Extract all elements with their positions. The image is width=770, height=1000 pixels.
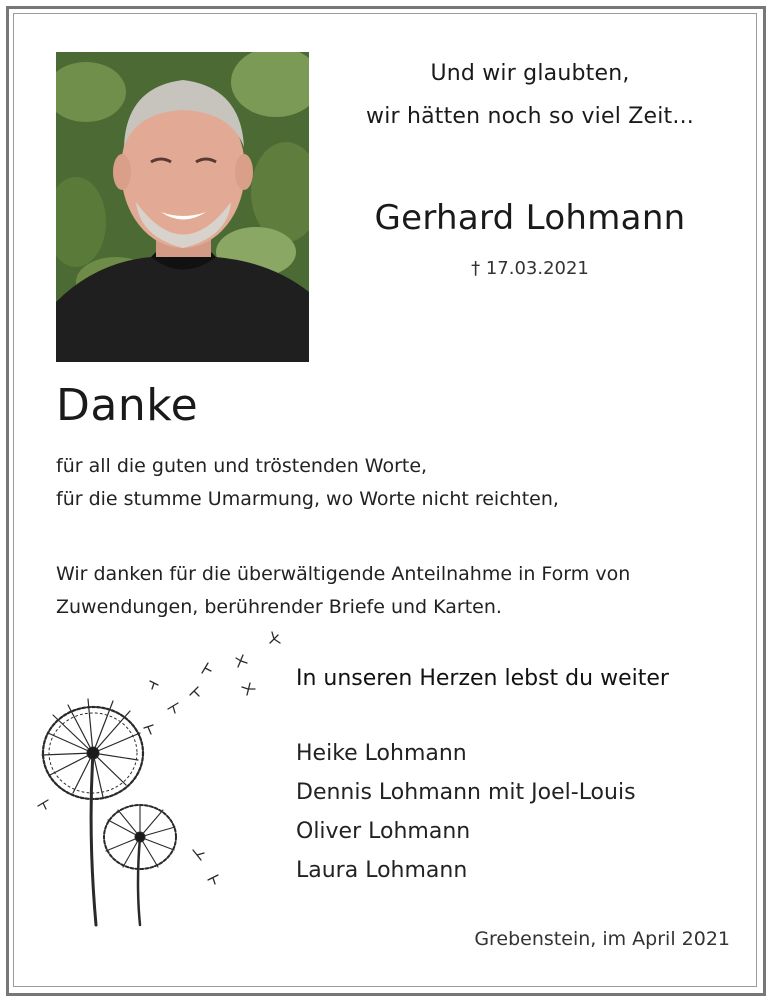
portrait-photo [56, 52, 309, 362]
memorial-motto: In unseren Herzen lebst du weiter [296, 666, 669, 691]
deceased-name: Gerhard Lohmann [374, 198, 686, 238]
family-member: Oliver Lohmann [296, 819, 471, 844]
thanks-paragraph-1 [56, 450, 559, 516]
death-date: † 17.03.2021 [471, 258, 589, 279]
memorial-quote [330, 52, 730, 138]
thanks-line: Zuwendungen, berührender Briefe und Karten. [56, 596, 502, 618]
quote-line-2: wir hätten noch so viel Zeit... [366, 104, 694, 129]
dandelion-illustration [28, 615, 288, 939]
place-and-date: Grebenstein, im April 2021 [474, 928, 730, 950]
family-list [296, 734, 636, 890]
thanks-line: für die stumme Umarmung, wo Worte nicht reichten, [56, 488, 559, 510]
thanks-line: für all die guten und tröstenden Worte, [56, 455, 428, 477]
thanks-line: Wir danken für die überwältigende Anteilnahme in Form von [56, 563, 631, 585]
family-member: Heike Lohmann [296, 741, 467, 766]
quote-line-1: Und wir glaubten, [430, 61, 630, 86]
family-member: Laura Lohmann [296, 858, 468, 883]
thanks-heading: Danke [56, 380, 199, 431]
family-member: Dennis Lohmann mit Joel-Louis [296, 780, 636, 805]
